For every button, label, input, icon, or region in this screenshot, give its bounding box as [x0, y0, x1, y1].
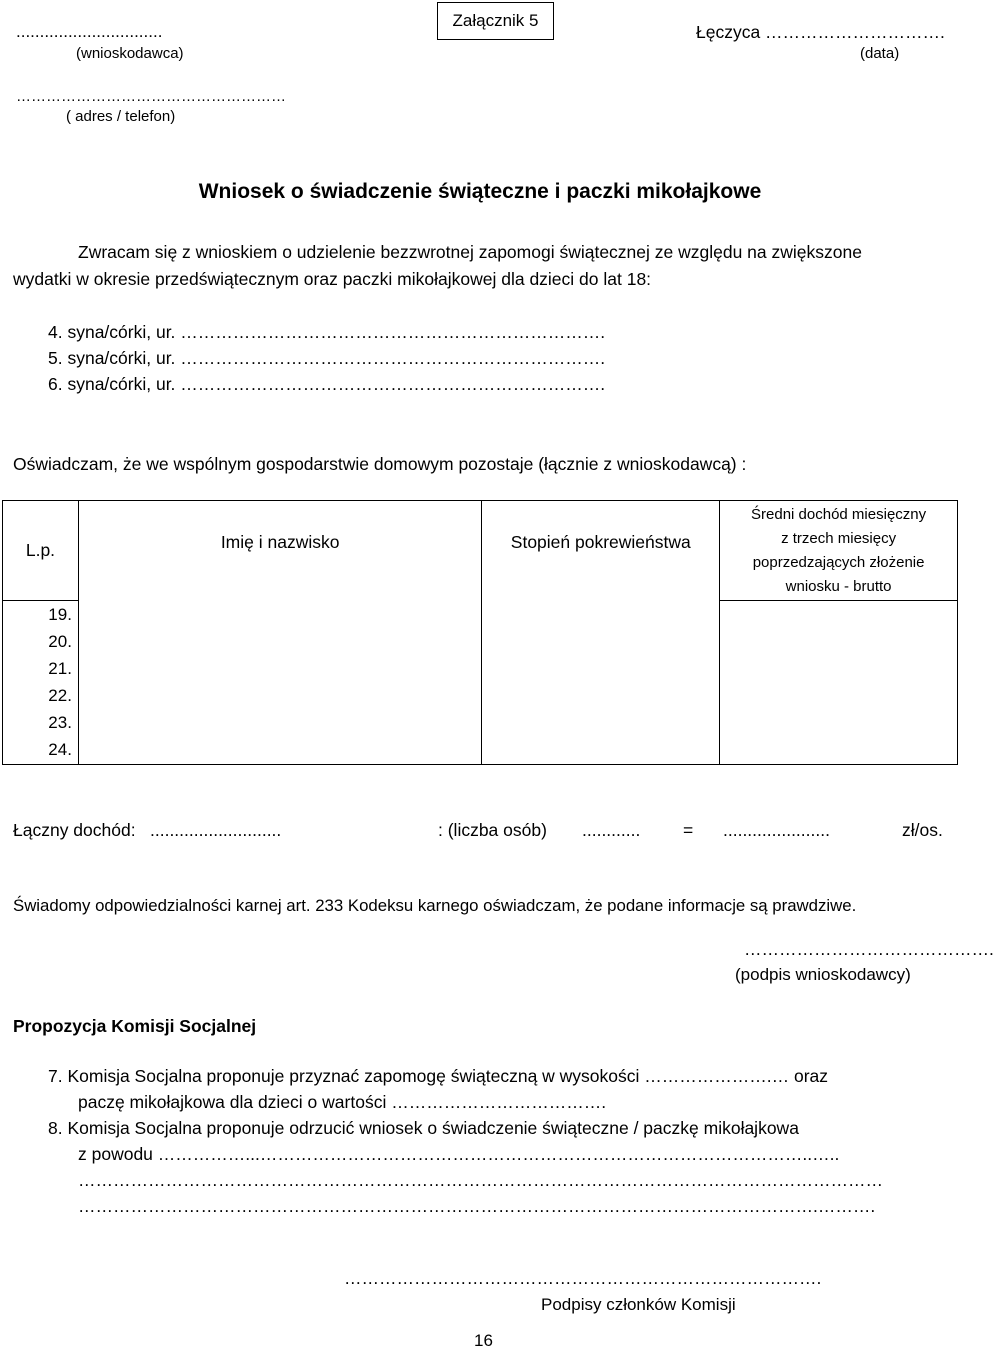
commission-item-8-line-2: z powodu ……………...…………………………………………………………………………………..…..	[78, 1144, 840, 1164]
address-dots: ………………………………………………	[16, 88, 286, 105]
applicant-dots: ...............................	[16, 22, 163, 41]
header-income-line-3: poprzedzających złożenie	[752, 553, 925, 571]
attachment-label: Załącznik 5	[437, 2, 554, 40]
header-income-line-1: Średni dochód miesięczny	[751, 505, 927, 523]
income-dots-2: ............	[582, 820, 641, 840]
date-label: (data)	[860, 45, 900, 62]
row-number: 20.	[48, 632, 72, 651]
signature-label: (podpis wnioskodawcy)	[735, 965, 911, 984]
income-unit: zł/os.	[902, 820, 943, 840]
commission-sign-label: Podpisy członków Komisji	[541, 1295, 736, 1314]
applicant-label: (wnioskodawca)	[76, 45, 184, 62]
income-label: Łączny dochód:	[13, 820, 136, 840]
header-income-line-2: z trzech miesięcy	[781, 529, 897, 547]
row-number: 22.	[48, 686, 72, 705]
intro-line-2: wydatki w okresie przedświątecznym oraz paczki mikołajkowej dla dzieci do lat 18:	[13, 269, 652, 289]
page-number: 16	[474, 1331, 493, 1350]
row-number: 24.	[48, 740, 72, 759]
income-cell[interactable]	[720, 601, 958, 765]
income-divide-label: : (liczba osób)	[438, 820, 547, 840]
header-lp: L.p.	[3, 501, 79, 601]
commission-item-7-line-1: 7. Komisja Socjalna proponuje przyznać zapomogę świąteczną w wysokości ………………….… oraz	[48, 1066, 829, 1086]
row-number: 23.	[48, 713, 72, 732]
commission-item-8-line-1: 8. Komisja Socjalna proponuje odrzucić wniosek o świadczenie świąteczne / paczkę mikołajkowa	[48, 1118, 799, 1138]
responsibility-statement: Świadomy odpowiedzialności karnej art. 233 Kodeksu karnego oświadczam, że podane informacje są prawdziwe.	[13, 896, 857, 915]
intro-line-1: Zwracam się z wnioskiem o udzielenie bezzwrotnej zapomogi świątecznej ze względu na zwiększone	[78, 242, 862, 262]
row-numbers	[3, 601, 79, 765]
commission-line-3: …………………………………………………………………………………………………………………………	[78, 1170, 883, 1190]
child-line-2: 5. syna/córki, ur. ……………………………………………………………….	[48, 348, 606, 368]
household-statement: Oświadczam, że we wspólnym gospodarstwie domowym pozostaje (łącznie z wnioskodawcą) :	[13, 454, 747, 474]
commission-heading: Propozycja Komisji Socjalnej	[13, 1016, 257, 1036]
commission-line-4: ……………………………………………………………………………………………………………….……….	[78, 1196, 876, 1216]
row-number: 19.	[48, 605, 72, 624]
income-equals: =	[683, 820, 694, 840]
address-label: ( adres / telefon)	[66, 108, 176, 125]
income-dots-1: ...........................	[150, 820, 282, 840]
income-dots-3: ......................	[723, 820, 830, 840]
row-number: 21.	[48, 659, 72, 678]
child-line-1: 4. syna/córki, ur. ……………………………………………………………….	[48, 322, 606, 342]
commission-item-7-line-2: paczę mikołajkowa dla dzieci o wartości ……………………………….	[78, 1092, 607, 1112]
household-table	[2, 500, 958, 765]
header-relation: Stopień pokrewieństwa	[482, 501, 720, 765]
header-income-line-4: wniosku - brutto	[785, 577, 892, 595]
commission-sign-dots: ……………………………………………………………………….	[344, 1268, 822, 1288]
place-date-line: Łęczyca ………………………….	[696, 22, 945, 42]
page-title: Wniosek o świadczenie świąteczne i paczki mikołajkowe	[198, 180, 762, 203]
header-income	[720, 501, 958, 601]
signature-dots: …………………………………….	[744, 939, 994, 959]
header-name: Imię i nazwisko	[78, 501, 481, 765]
child-line-3: 6. syna/córki, ur. ……………………………………………………………….	[48, 374, 606, 394]
